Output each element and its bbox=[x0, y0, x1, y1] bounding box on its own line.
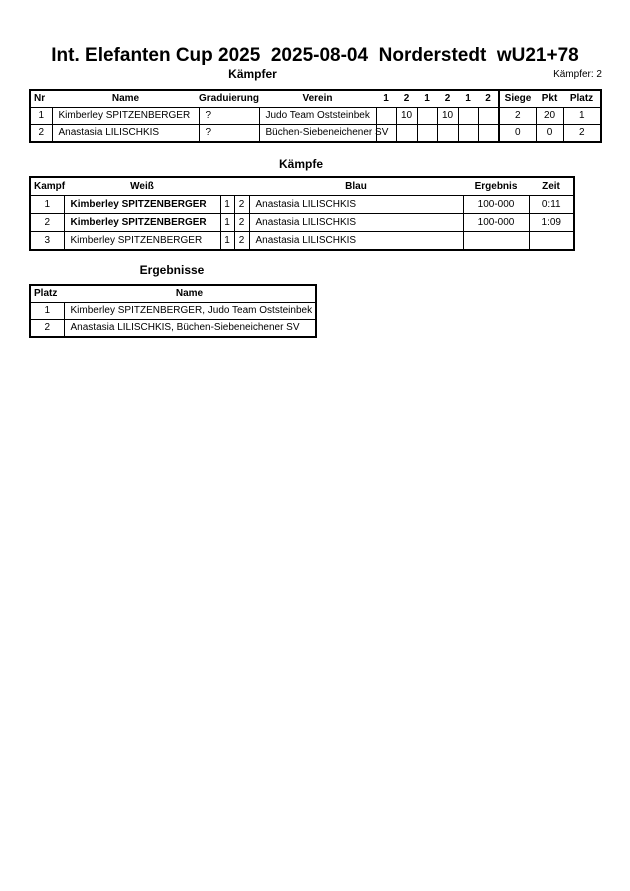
result-row bbox=[30, 320, 316, 338]
cell-blau: Anastasia LILISCHKIS bbox=[249, 214, 463, 232]
cell-blau: Anastasia LILISCHKIS bbox=[249, 232, 463, 251]
fights-table bbox=[29, 176, 575, 251]
cell-kampf: 1 bbox=[30, 196, 64, 214]
cell-score bbox=[478, 125, 499, 143]
cell-graduierung: ? bbox=[199, 125, 259, 143]
fight-row bbox=[30, 214, 574, 232]
cell-score bbox=[396, 125, 417, 143]
col-header-spacer bbox=[220, 177, 234, 196]
cell-score bbox=[458, 125, 478, 143]
cell-weiss: Kimberley SPITZENBERGER bbox=[64, 232, 220, 251]
fights-header-row bbox=[30, 177, 574, 196]
cell-score bbox=[417, 125, 437, 143]
cell-name: Anastasia LILISCHKIS bbox=[52, 125, 199, 143]
col-header-siege: Siege bbox=[499, 90, 536, 108]
cell-siege: 0 bbox=[499, 125, 536, 143]
cell-marker2: 2 bbox=[234, 232, 249, 251]
col-header-name: Name bbox=[64, 285, 316, 303]
cell-ergebnis: 100-000 bbox=[463, 196, 529, 214]
cell-score: 10 bbox=[437, 108, 458, 125]
cell-pkt: 0 bbox=[536, 125, 563, 143]
results-header-row bbox=[30, 285, 316, 303]
col-header-score6: 2 bbox=[478, 90, 499, 108]
cell-name: Kimberley SPITZENBERGER, Judo Team Oststeinbek bbox=[64, 303, 316, 320]
col-header-platz: Platz bbox=[563, 90, 601, 108]
fighter-row bbox=[30, 125, 601, 143]
cell-zeit: 0:11 bbox=[529, 196, 574, 214]
cell-score: 10 bbox=[396, 108, 417, 125]
fighters-count-label: Kämpfer: 2 bbox=[553, 69, 602, 80]
col-header-kampf: Kampf bbox=[30, 177, 64, 196]
cell-weiss: Kimberley SPITZENBERGER bbox=[64, 196, 220, 214]
cell-nr: 1 bbox=[30, 108, 52, 125]
col-header-weiss: Weiß bbox=[64, 177, 220, 196]
col-header-spacer bbox=[234, 177, 249, 196]
cell-name: Anastasia LILISCHKIS, Büchen-Siebeneichener SV bbox=[64, 320, 316, 338]
cell-marker1: 1 bbox=[220, 196, 234, 214]
fights-section-heading: Kämpfe bbox=[278, 157, 323, 171]
page-title: Int. Elefanten Cup 2025 2025-08-04 Norderstedt wU21+78 bbox=[51, 45, 579, 66]
fight-row bbox=[30, 232, 574, 251]
fighters-header-row bbox=[30, 90, 601, 108]
col-header-score1: 1 bbox=[376, 90, 396, 108]
col-header-pkt: Pkt bbox=[536, 90, 563, 108]
cell-verein: Büchen-Siebeneichener SV bbox=[259, 125, 376, 143]
cell-zeit bbox=[529, 232, 574, 251]
cell-verein: Judo Team Oststeinbek bbox=[259, 108, 376, 125]
col-header-blau: Blau bbox=[249, 177, 463, 196]
cell-platz: 1 bbox=[30, 303, 64, 320]
cell-score bbox=[376, 108, 396, 125]
cell-blau: Anastasia LILISCHKIS bbox=[249, 196, 463, 214]
cell-zeit: 1:09 bbox=[529, 214, 574, 232]
results-section-heading: Ergebnisse bbox=[139, 263, 205, 277]
col-header-platz: Platz bbox=[30, 285, 64, 303]
result-row bbox=[30, 303, 316, 320]
fight-row bbox=[30, 196, 574, 214]
cell-platz: 1 bbox=[563, 108, 601, 125]
cell-marker1: 1 bbox=[220, 232, 234, 251]
cell-score bbox=[478, 108, 499, 125]
cell-platz: 2 bbox=[30, 320, 64, 338]
col-header-score2: 2 bbox=[396, 90, 417, 108]
cell-kampf: 3 bbox=[30, 232, 64, 251]
cell-marker2: 2 bbox=[234, 196, 249, 214]
cell-score bbox=[458, 108, 478, 125]
col-header-verein: Verein bbox=[259, 90, 376, 108]
results-table bbox=[29, 284, 317, 338]
cell-kampf: 2 bbox=[30, 214, 64, 232]
cell-marker1: 1 bbox=[220, 214, 234, 232]
col-header-zeit: Zeit bbox=[529, 177, 574, 196]
cell-marker2: 2 bbox=[234, 214, 249, 232]
cell-weiss: Kimberley SPITZENBERGER bbox=[64, 214, 220, 232]
cell-score bbox=[437, 125, 458, 143]
cell-ergebnis bbox=[463, 232, 529, 251]
fighters-section-heading: Kämpfer bbox=[228, 67, 277, 81]
cell-graduierung: ? bbox=[199, 108, 259, 125]
cell-platz: 2 bbox=[563, 125, 601, 143]
cell-score bbox=[417, 108, 437, 125]
col-header-graduierung: Graduierung bbox=[199, 90, 259, 108]
cell-ergebnis: 100-000 bbox=[463, 214, 529, 232]
fighter-row bbox=[30, 108, 601, 125]
col-header-nr: Nr bbox=[30, 90, 52, 108]
col-header-name: Name bbox=[52, 90, 199, 108]
cell-name: Kimberley SPITZENBERGER bbox=[52, 108, 199, 125]
fighters-table bbox=[29, 89, 602, 143]
cell-siege: 2 bbox=[499, 108, 536, 125]
cell-pkt: 20 bbox=[536, 108, 563, 125]
col-header-score5: 1 bbox=[458, 90, 478, 108]
col-header-score4: 2 bbox=[437, 90, 458, 108]
col-header-ergebnis: Ergebnis bbox=[463, 177, 529, 196]
col-header-score3: 1 bbox=[417, 90, 437, 108]
cell-nr: 2 bbox=[30, 125, 52, 143]
